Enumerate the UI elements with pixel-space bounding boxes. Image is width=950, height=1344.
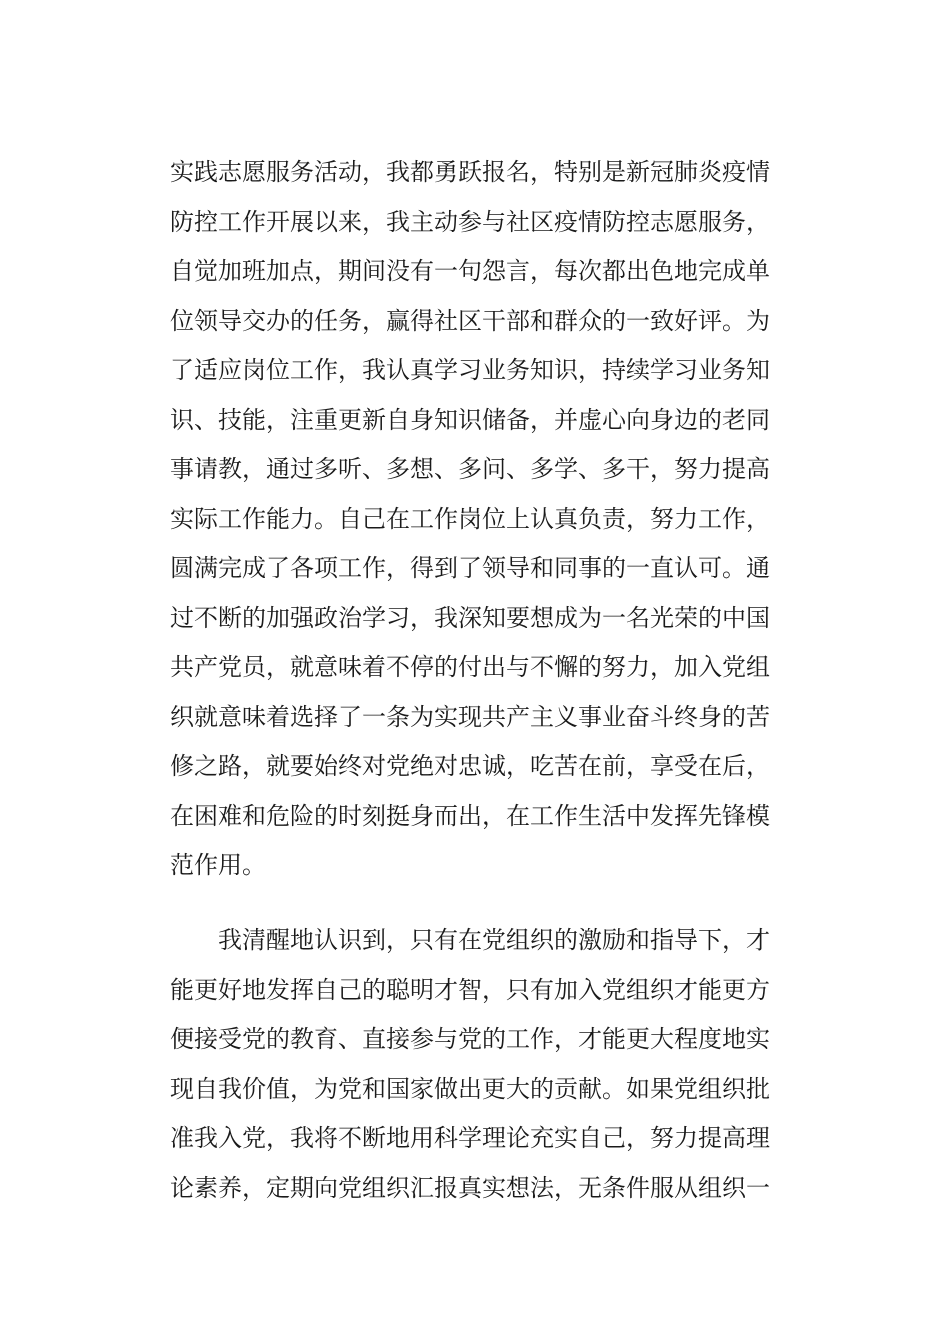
paragraph-line: 位领导交办的任务，赢得社区干部和群众的一致好评。为	[170, 306, 770, 335]
paragraph-line: 防控工作开展以来，我主动参与社区疫情防控志愿服务，	[170, 207, 770, 236]
paragraph-line: 范作用。	[170, 851, 266, 879]
paragraph-line: 圆满完成了各项工作，得到了领导和同事的一直认可。通	[170, 554, 770, 582]
paragraph-line: 过不断的加强政治学习，我深知要想成为一名光荣的中国	[170, 603, 770, 632]
paragraph-1	[170, 148, 770, 891]
paragraph-line: 识、技能，注重更新自身知识储备，并虚心向身边的老同	[170, 405, 770, 434]
paragraph-line: 能更好地发挥自己的聪明才智，只有加入党组织才能更方	[170, 975, 770, 1004]
paragraph-line: 论素养，定期向党组织汇报真实想法，无条件服从组织一	[170, 1173, 770, 1202]
paragraph-line: 准我入党，我将不断地用科学理论充实自己，努力提高理	[170, 1124, 770, 1152]
paragraph-line: 我清醒地认识到，只有在党组织的激励和指导下，才	[218, 926, 770, 954]
paragraph-line: 便接受党的教育、直接参与党的工作，才能更大程度地实	[170, 1025, 770, 1053]
paragraph-2	[170, 916, 770, 1213]
paragraph-line: 织就意味着选择了一条为实现共产主义事业奋斗终身的苦	[170, 702, 770, 731]
paragraph-line: 实际工作能力。自己在工作岗位上认真负责，努力工作，	[170, 504, 770, 533]
paragraph-line: 自觉加班加点，期间没有一句怨言，每次都出色地完成单	[170, 257, 770, 285]
paragraph-line: 在困难和危险的时刻挺身而出，在工作生活中发挥先锋模	[170, 801, 770, 830]
paragraph-line: 事请教，通过多听、多想、多问、多学、多干，努力提高	[170, 455, 770, 483]
paragraph-line: 实践志愿服务活动，我都勇跃报名，特别是新冠肺炎疫情	[170, 158, 770, 186]
paragraph-line: 共产党员，就意味着不停的付出与不懈的努力，加入党组	[170, 653, 770, 681]
paragraph-line: 修之路，就要始终对党绝对忠诚，吃苦在前，享受在后，	[170, 752, 770, 780]
paragraph-line: 现自我价值，为党和国家做出更大的贡献。如果党组织批	[170, 1074, 770, 1103]
paragraph-line: 了适应岗位工作，我认真学习业务知识，持续学习业务知	[170, 356, 770, 384]
